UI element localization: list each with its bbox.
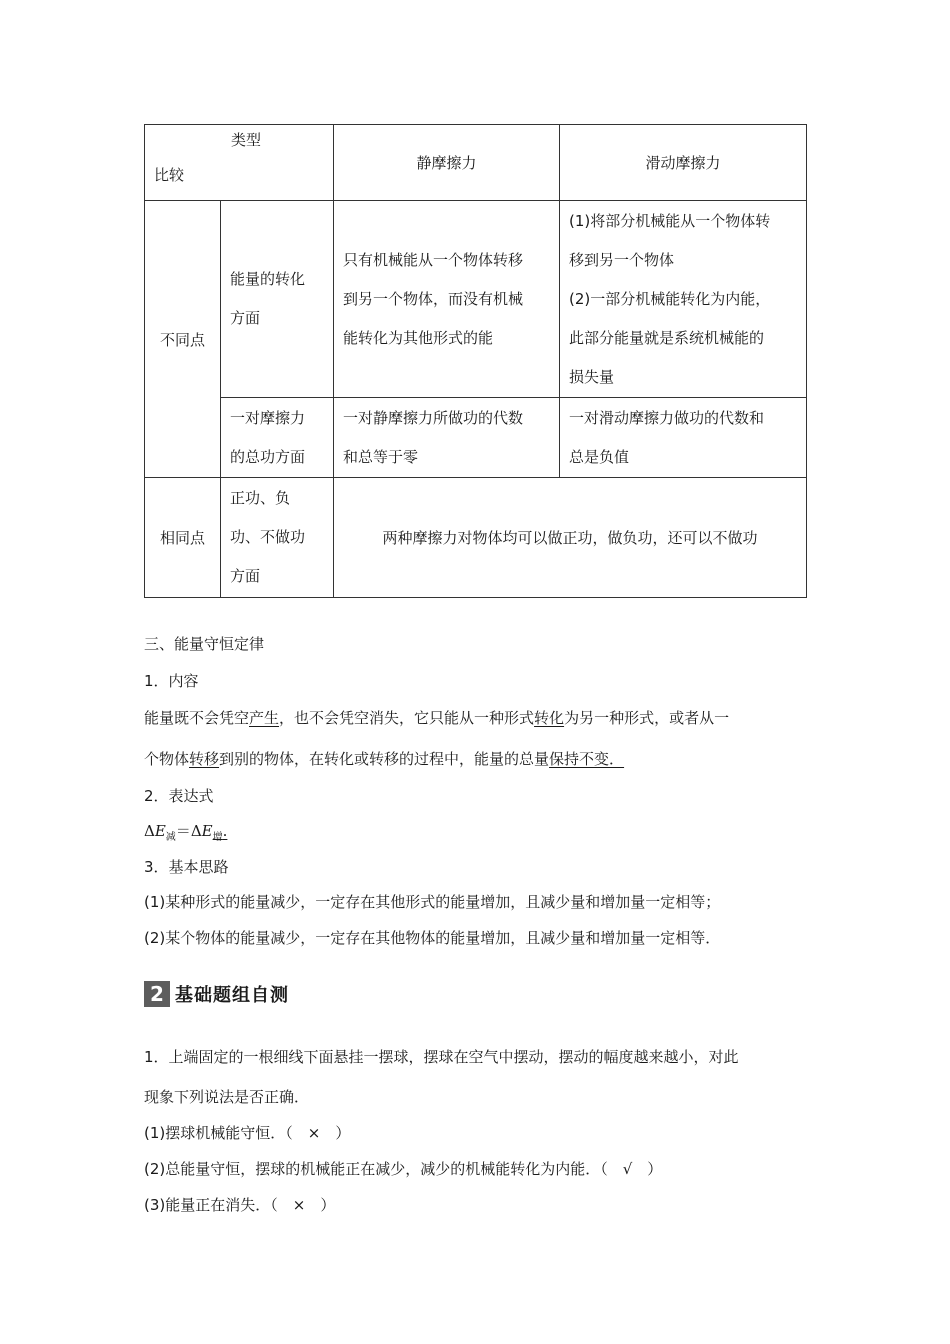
sliding-energy-conversion: (1)将部分机械能从一个物体转 移到另一个物体 (2)一部分机械能转化为内能， 此部分能量就是系统机械能的 损失量 [560, 201, 807, 398]
blank-answer: 产生 [249, 709, 280, 727]
header-static-friction: 静摩擦力 [334, 125, 560, 201]
static-total-work: 一对静摩擦力所做功的代数 和总等于零 [334, 398, 560, 478]
table-row [145, 398, 807, 478]
header-type-label: 类型 [231, 130, 262, 149]
static-energy-conversion: 只有机械能从一个物体转移 到另一个物体，而没有机械 能转化为其他形式的能 [334, 201, 560, 398]
group-similarities: 相同点 [145, 478, 221, 598]
item-approach-title: 3．基本思路 [144, 858, 229, 876]
table-row [145, 478, 807, 598]
blank-answer: 转化 [534, 709, 565, 727]
sliding-total-work: 一对滑动摩擦力做功的代数和 总是负值 [560, 398, 807, 478]
blank-answer: 转移 [189, 750, 220, 768]
approach-point-2: (2)某个物体的能量减少，一定存在其他物体的能量增加，且减少量和增加量一定相等． [144, 929, 721, 947]
header-sliding-friction: 滑动摩擦力 [560, 125, 807, 201]
aspect-energy-conversion: 能量的转化 方面 [221, 201, 334, 398]
content-paragraph-line-1: 能量既不会凭空产生，也不会凭空消失，它只能从一种形式转化为另一种形式，或者从一 [144, 709, 730, 727]
approach-point-1: (1)某种形式的能量减少，一定存在其他形式的能量增加，且减少量和增加量一定相等； [144, 893, 721, 911]
group-differences: 不同点 [145, 201, 221, 478]
friction-comparison-table [144, 124, 807, 598]
section-number-badge: 2 [144, 981, 170, 1007]
aspect-total-work: 一对摩擦力 的总功方面 [221, 398, 334, 478]
section-heading-title: 基础题组自测 [175, 985, 289, 1006]
statement-1: (1)摆球机械能守恒．（ × ） [144, 1124, 351, 1142]
blank-answer: 保持不变． [549, 750, 625, 768]
table-header-row [145, 125, 807, 201]
diagonal-header-cell [145, 125, 334, 201]
content-paragraph-line-2: 个物体转移到别的物体，在转化或转移的过程中，能量的总量保持不变． [144, 750, 625, 768]
table-row [145, 201, 807, 398]
section-heading [144, 981, 289, 1007]
header-compare-label: 比较 [154, 165, 185, 184]
energy-formula: $\Delta E_减=\Delta E_增$. [144, 822, 228, 843]
statement-3: (3)能量正在消失．（ × ） [144, 1196, 336, 1214]
item-expression-title: 2．表达式 [144, 787, 214, 805]
section-title: 三、能量守恒定律 [144, 635, 265, 653]
aspect-work-sign: 正功、负 功、不做功 方面 [221, 478, 334, 598]
statement-2: (2)总能量守恒，摆球的机械能正在减少，减少的机械能转化为内能．（ √ ） [144, 1160, 663, 1178]
question-1-line-2: 现象下列说法是否正确． [144, 1088, 310, 1106]
question-1-line-1: 1．上端固定的一根细线下面悬挂一摆球，摆球在空气中摆动，摆动的幅度越来越小，对此 [144, 1048, 739, 1066]
work-sign-merged-cell: 两种摩擦力对物体均可以做正功，做负功，还可以不做功 [334, 478, 807, 598]
item-content-title: 1．内容 [144, 672, 199, 690]
